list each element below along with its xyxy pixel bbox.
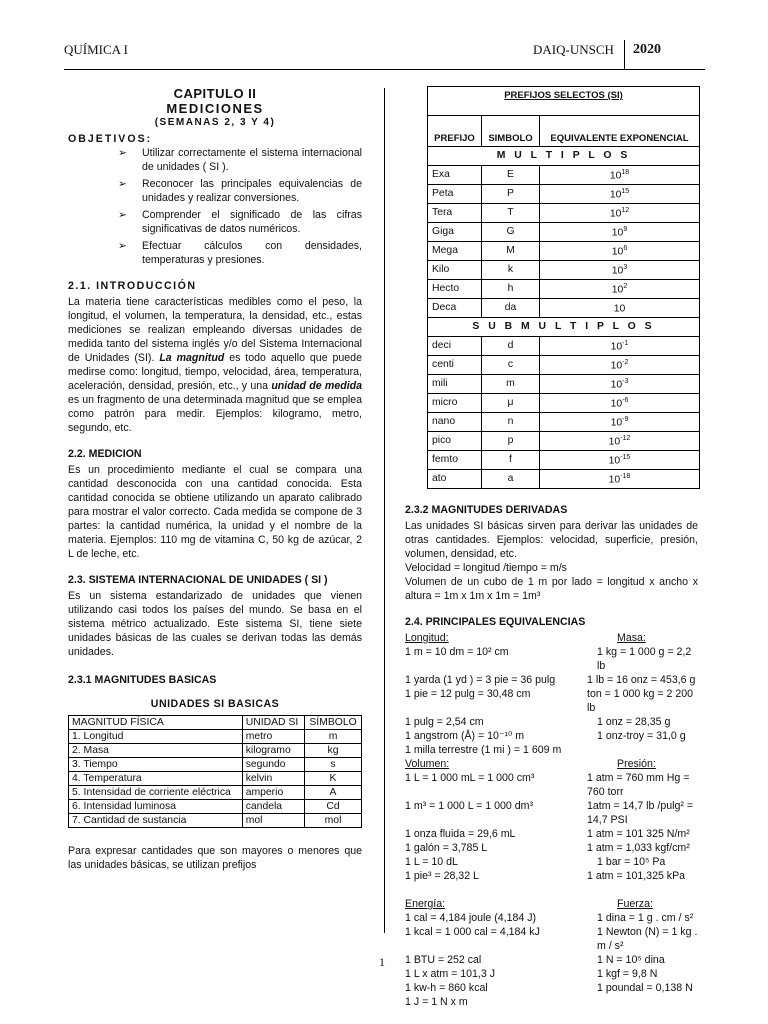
objective-text: Comprender el significado de las cifras significativas de datos numéricos. (142, 209, 362, 235)
objective-text: Efectuar cálculos con densidades, temperaturas y presiones. (142, 240, 362, 266)
equivalence-item: 1 kw-h = 860 kcal (405, 982, 488, 994)
equivalence-item: 1 galón = 3,785 L (405, 842, 488, 854)
header-year: 2020 (633, 42, 661, 57)
equivalence-item: 1 Newton (N) = 1 kg . m / s² (597, 926, 698, 952)
equivalence-item: 1 kgf = 9,8 N (597, 968, 658, 980)
table-cell: 6. Intensidad luminosa (69, 800, 243, 814)
prefix-row (428, 337, 700, 356)
exponent-power: -18 (620, 473, 631, 481)
prefix-header: PREFIJO (428, 116, 482, 147)
table-row (69, 744, 362, 758)
prefix-exponential (539, 451, 699, 470)
prefix-table-title: PREFIJOS SELECTOS (SI) (428, 87, 700, 116)
prefix-name: micro (428, 394, 482, 413)
prefix-symbol: P (481, 185, 539, 204)
prefix-header: SIMBOLO (481, 116, 539, 147)
equivalence-item: 1 m = 10 dm = 10² cm (405, 646, 509, 658)
prefix-row (428, 242, 700, 261)
section-2-3-2-text: Las unidades SI básicas sirven para derivar las unidades de otras cantidades. Ejemplos: velocidad, superficie, presión, volumen, densidad, etc. (405, 520, 698, 560)
exponent-power: 6 (623, 245, 628, 253)
equivalence-item: 1 pie = 12 pulg = 30,48 cm (405, 688, 531, 700)
objectives-heading: OBJETIVOS: (68, 133, 153, 145)
equivalence-heading: Fuerza: (617, 898, 653, 910)
table-row (69, 730, 362, 744)
equivalence-item: 1 pulg = 2,54 cm (405, 716, 484, 728)
prefix-symbol: E (481, 166, 539, 185)
exponent-base: 10 (610, 398, 623, 410)
prefix-symbol: da (481, 299, 539, 318)
exponent-base: 10 (611, 227, 624, 239)
exponent-power: 12 (621, 207, 630, 215)
equivalence-item: 1 N = 10⁵ dina (597, 954, 665, 966)
table-cell: kilogramo (242, 744, 304, 758)
prefix-name: Deca (428, 299, 482, 318)
exponent-power: -15 (620, 454, 631, 462)
table-header: SÍMBOLO (305, 716, 362, 730)
prefix-name: Exa (428, 166, 482, 185)
arrow-bullet-icon: ➢ (118, 178, 127, 190)
equivalences-grid (405, 631, 698, 1009)
table-cell: 1. Longitud (69, 730, 243, 744)
prefix-symbol: T (481, 204, 539, 223)
objective-item (118, 146, 362, 174)
prefix-name: centi (428, 356, 482, 375)
table-cell: 3. Tiempo (69, 758, 243, 772)
table-cell: m (305, 730, 362, 744)
section-2-1-text (68, 295, 362, 435)
exponent-power: -9 (622, 416, 629, 424)
prefix-exponential (539, 204, 699, 223)
prefix-exponential (539, 413, 699, 432)
table-cell: Cd (305, 800, 362, 814)
equivalence-item: ton = 1 000 kg = 2 200 lb (587, 688, 694, 714)
submultiples-body (428, 337, 700, 489)
prefix-row (428, 185, 700, 204)
table-cell: mol (305, 814, 362, 828)
table-cell: candela (242, 800, 304, 814)
header-divider (624, 40, 625, 70)
chapter-label: CAPITULO II (173, 86, 257, 101)
intro-text-b: es todo aquello que puede medirse como: longitud, tiempo, velocidad, área, temperatura, aceleración, densidad, presión, etc., y una (68, 352, 362, 392)
multiples-label-row (428, 147, 700, 166)
table-cell: kelvin (242, 772, 304, 786)
prefix-table-title-row (428, 87, 700, 116)
prefix-row (428, 261, 700, 280)
prefix-name: Mega (428, 242, 482, 261)
prefix-row (428, 413, 700, 432)
exponent-power: 9 (623, 226, 628, 234)
prefix-row (428, 394, 700, 413)
prefix-name: Tera (428, 204, 482, 223)
prefix-exponential (539, 432, 699, 451)
exponent-base: 10 (611, 265, 624, 277)
prefix-symbol: f (481, 451, 539, 470)
prefix-exponential (539, 242, 699, 261)
equivalence-item: 1 onz = 28,35 g (597, 716, 671, 728)
column-divider (384, 88, 385, 933)
equivalence-item (587, 743, 698, 757)
exponent-base: 10 (608, 474, 621, 486)
submultiples-label-row (428, 318, 700, 337)
prefix-exponential (539, 280, 699, 299)
prefix-row (428, 299, 700, 318)
exponent-base: 10 (609, 189, 622, 201)
table-cell: 5. Intensidad de corriente eléctrica (69, 786, 243, 800)
prefix-name: Kilo (428, 261, 482, 280)
prefix-name: pico (428, 432, 482, 451)
prefix-row (428, 223, 700, 242)
table-row (69, 814, 362, 828)
objective-item (118, 239, 362, 267)
exponent-base: 10 (609, 170, 622, 182)
equivalence-item: 1 L = 10 dL (405, 856, 458, 868)
prefix-row (428, 432, 700, 451)
exponent-base: 10 (610, 360, 623, 372)
exponent-power: -6 (622, 397, 629, 405)
table-header: MAGNITUD FÍSICA (69, 716, 243, 730)
si-base-units-table (68, 715, 362, 828)
prefix-exponential (539, 261, 699, 280)
prefix-name: mili (428, 375, 482, 394)
exponent-power: 18 (621, 169, 630, 177)
table-cell: amperio (242, 786, 304, 800)
table-cell: mol (242, 814, 304, 828)
section-2-3-text: Es un sistema estandarizado de unidades que vienen utilizando casi todos los países del mundo. Se basa en el sistema métrico actualizado. Este sistema SI, tiene siete unidades básicas de las cuales se derivan todas las demás unidades. (68, 590, 362, 658)
prefix-name: Giga (428, 223, 482, 242)
prefix-exponential (539, 394, 699, 413)
table-cell: segundo (242, 758, 304, 772)
chapter-weeks: (SEMANAS 2, 3 Y 4) (154, 117, 276, 128)
table-cell: K (305, 772, 362, 786)
exponent-power: 2 (623, 283, 628, 291)
table-header-row (69, 716, 362, 730)
exponent-power: -1 (622, 340, 629, 348)
equivalence-item: 1 yarda (1 yd ) = 3 pie = 36 pulg (405, 674, 556, 686)
exponent-base: 10 (610, 417, 623, 429)
equivalence-item: 1 atm = 1,033 kgf/cm² (587, 842, 690, 854)
equivalence-item: 1 L = 1 000 mL = 1 000 cm³ (405, 772, 535, 784)
exponent-base: 10 (610, 379, 623, 391)
section-2-4-title: 2.4. PRINCIPALES EQUIVALENCIAS (405, 616, 586, 628)
exponent-base: 10 (609, 208, 622, 220)
objective-text: Utilizar correctamente el sistema internacional de unidades ( SI ). (142, 147, 362, 173)
equivalence-item: 1 BTU = 252 cal (405, 954, 482, 966)
prefix-exponential (539, 185, 699, 204)
exponent-power: -3 (622, 378, 629, 386)
equivalence-item (587, 883, 698, 897)
prefix-symbol: a (481, 470, 539, 489)
page-number: 1 (379, 955, 385, 969)
arrow-bullet-icon: ➢ (118, 209, 127, 221)
header-course: QUÍMICA I (64, 42, 128, 57)
table-cell: s (305, 758, 362, 772)
section-2-3-2-title: 2.3.2 MAGNITUDES DERIVADAS (405, 504, 568, 516)
section-2-1-title: 2.1. INTRODUCCIÓN (68, 280, 197, 292)
equivalence-item: 1 angstrom (Å) = 10⁻¹⁰ m (405, 730, 525, 742)
table-cell: kg (305, 744, 362, 758)
prefix-table (427, 86, 700, 489)
equivalence-item: 1 cal = 4,184 joule (4,184 J) (405, 912, 537, 924)
equivalence-item: 1 m³ = 1 000 L = 1 000 dm³ (405, 800, 533, 812)
prefix-symbol: n (481, 413, 539, 432)
si-table-caption: UNIDADES SI BASICAS (150, 698, 280, 710)
prefix-row (428, 166, 700, 185)
prefix-symbol: m (481, 375, 539, 394)
arrow-bullet-icon: ➢ (118, 147, 127, 159)
header-rule (64, 69, 705, 70)
multiples-body (428, 166, 700, 318)
prefix-row (428, 375, 700, 394)
prefix-symbol: c (481, 356, 539, 375)
prefix-symbol: p (481, 432, 539, 451)
prefix-symbol: d (481, 337, 539, 356)
equivalence-item: 1atm = 14,7 lb /pulg² = 14,7 PSI (587, 800, 694, 826)
prefix-name: femto (428, 451, 482, 470)
exponent-base: 10 (611, 284, 624, 296)
prefix-row (428, 356, 700, 375)
exponent-power: -2 (622, 359, 629, 367)
prefix-name: nano (428, 413, 482, 432)
equivalence-item (587, 995, 698, 1009)
equivalence-item: 1 kcal = 1 000 cal = 4,184 kJ (405, 926, 540, 938)
objective-item (118, 177, 362, 205)
prefix-header: EQUIVALENTE EXPONENCIAL (539, 116, 699, 147)
equivalence-item: 1 kg = 1 000 g = 2,2 lb (597, 646, 692, 672)
equivalence-item: 1 atm = 760 mm Hg = 760 torr (587, 772, 690, 798)
section-2-2-title: 2.2. MEDICION (68, 448, 142, 460)
prefix-name: ato (428, 470, 482, 489)
prefix-row (428, 280, 700, 299)
header-department: DAIQ-UNSCH (533, 42, 614, 57)
multiples-label: M U L T I P L O S (428, 147, 700, 166)
chapter-title: MEDICIONES (166, 101, 264, 116)
exponent-power: -12 (620, 435, 631, 443)
equivalence-item: 1 pie³ = 28,32 L (405, 870, 479, 882)
table-cell: A (305, 786, 362, 800)
prefix-row (428, 204, 700, 223)
prefix-name: deci (428, 337, 482, 356)
equivalence-heading: Longitud: (405, 632, 449, 644)
prefix-symbol: h (481, 280, 539, 299)
velocity-formula: Velocidad = longitud /tiempo = m/s (405, 562, 567, 574)
prefix-symbol: M (481, 242, 539, 261)
table-cell: metro (242, 730, 304, 744)
table-row (69, 758, 362, 772)
objectives-list (68, 146, 362, 267)
exponent-base: 10 (608, 436, 621, 448)
equivalence-item: 1 atm = 101,325 kPa (587, 870, 686, 882)
prefix-row (428, 470, 700, 489)
equivalence-item: 1 poundal = 0,138 N (597, 982, 693, 994)
equivalence-item: 1 onza fluida = 29,6 mL (405, 828, 516, 840)
term-magnitud: La magnitud (159, 352, 225, 364)
equivalence-item: 1 lb = 16 onz = 453,6 g (587, 674, 696, 686)
equivalence-heading: Presión: (617, 758, 656, 770)
equivalence-item (405, 883, 587, 897)
objective-text: Reconocer las principales equivalencias de unidades y realizar conversiones. (142, 178, 362, 204)
left-column (68, 86, 362, 872)
table-row (69, 772, 362, 786)
prefix-row (428, 451, 700, 470)
table-cell: 2. Masa (69, 744, 243, 758)
prefix-exponential (539, 470, 699, 489)
prefix-exponential (539, 166, 699, 185)
exponent-base: 10 (611, 246, 624, 258)
exponent-base: 10 (610, 341, 623, 353)
equivalence-item: 1 atm = 101 325 N/m² (587, 828, 690, 840)
table-cell: 7. Cantidad de sustancia (69, 814, 243, 828)
table-cell: 4. Temperatura (69, 772, 243, 786)
intro-text-a: La materia tiene características medibles como el peso, la longitud, el volumen, la temperatura, la densidad, etc., estas mediciones se realizan empleando diversas unidades de medida tanto del sistema inglés y/o del Sistema Internacional de Unidades (SI). (68, 296, 362, 364)
exponent-base: 10 (613, 303, 626, 315)
equivalence-item: 1 milla terrestre (1 mi ) = 1 609 m (405, 744, 562, 756)
table-header: UNIDAD SI (242, 716, 304, 730)
equivalence-heading: Masa: (617, 632, 646, 644)
equivalence-item: 1 onz-troy = 31,0 g (597, 730, 686, 742)
section-2-2-text: Es un procedimiento mediante el cual se compara una cantidad desconocida con una cantidad conocida. Esta cantidad conocida se obtiene utilizando un aparato calibrado para mostrar el valor correcto. Cada medida se compone de 3 partes: la cantidad numérica, la unidad y el nombre de la materia. Ejemplos: 110 mg de vitamina C, 50 kg de azúcar, 2 L de leche, etc. (68, 464, 362, 560)
table-row (69, 786, 362, 800)
prefix-exponential (539, 299, 699, 318)
exponent-power: 15 (621, 188, 630, 196)
exponent-power: 3 (623, 264, 628, 272)
volume-formula: Volumen de un cubo de 1 m por lado = longitud x ancho x altura = 1m x 1m x 1m = 1m³ (405, 576, 698, 602)
equivalence-item: 1 J = 1 N x m (405, 996, 468, 1008)
section-2-3-title: 2.3. SISTEMA INTERNACIONAL DE UNIDADES ( SI ) (68, 574, 328, 586)
equivalence-heading: Volumen: (405, 758, 450, 770)
prefix-symbol: k (481, 261, 539, 280)
exponent-base: 10 (608, 455, 621, 467)
equivalence-item: 1 L x atm = 101,3 J (405, 968, 496, 980)
submultiples-label: S U B M U L T I P L O S (428, 318, 700, 337)
equivalence-item: 1 bar = 10⁵ Pa (597, 856, 666, 868)
prefix-exponential (539, 356, 699, 375)
right-column (405, 86, 698, 1009)
arrow-bullet-icon: ➢ (118, 240, 127, 252)
table-row (69, 800, 362, 814)
prefix-exponential (539, 375, 699, 394)
prefix-exponential (539, 337, 699, 356)
equivalence-heading: Energía: (405, 898, 446, 910)
objective-item (118, 208, 362, 236)
section-2-3-1-title: 2.3.1 MAGNITUDES BASICAS (68, 674, 217, 686)
prefix-symbol: G (481, 223, 539, 242)
prefix-name: Peta (428, 185, 482, 204)
term-unidad: unidad de medida (271, 380, 362, 392)
prefix-header-row (428, 116, 700, 147)
prefix-symbol: μ (481, 394, 539, 413)
prefix-name: Hecto (428, 280, 482, 299)
prefix-intro-text: Para expresar cantidades que son mayores o menores que las unidades básicas, se utilizan prefijos (68, 845, 362, 871)
intro-text-c: es un fragmento de una determinada magnitud que se emplea como patrón para medir. Ejemplos: kilogramo, metro, segundo, etc. (68, 394, 362, 434)
prefix-exponential (539, 223, 699, 242)
equivalence-item: 1 dina = 1 g . cm / s² (597, 912, 694, 924)
